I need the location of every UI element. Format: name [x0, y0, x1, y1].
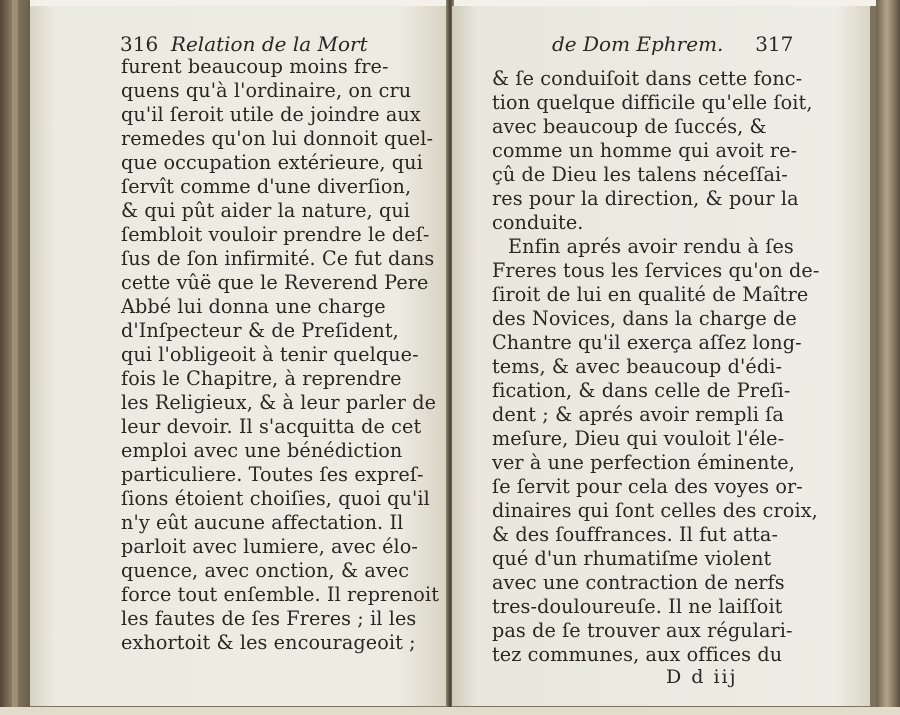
text-line: parloit avec lumiere, avec élo-	[121, 535, 419, 558]
text-line: qué d'un rhumatiſme violent	[492, 547, 772, 570]
text-line: avec une contraction de nerfs	[492, 571, 785, 594]
text-line: particuliere. Toutes ſes expreſ-	[121, 463, 424, 486]
text-line: ſervît comme d'une diverſion,	[121, 175, 412, 198]
text-line: qu'il ſeroit utile de joindre aux	[121, 103, 421, 126]
text-line: ver à une perfection éminente,	[492, 451, 795, 474]
text-line: ſembloit vouloir prendre le deſ-	[121, 223, 430, 246]
text-line: Freres tous les ſervices qu'on de-	[492, 259, 820, 282]
text-line: quens qu'à l'ordinaire, on cru	[121, 79, 412, 102]
text-line: & qui pût aider la nature, qui	[121, 199, 411, 222]
left-book-edge	[0, 0, 30, 715]
text-line: çû de Dieu les talens néceſſai-	[492, 163, 788, 186]
text-line: des Novices, dans la charge de	[492, 307, 797, 330]
right-running-title: de Dom Ephrem.	[552, 32, 724, 56]
text-line: fication, & dans celle de Preſi-	[492, 379, 791, 402]
signature-mark: D d iij	[666, 666, 738, 688]
text-line: dent ; & aprés avoir rempli ſa	[492, 403, 784, 426]
right-running-head	[552, 32, 793, 56]
text-line: Chantre qu'il exerça aſſez long-	[492, 331, 802, 354]
text-line: ſe ſervit pour cela des voyes or-	[492, 475, 803, 498]
text-line: emploi avec une bénédiction	[121, 439, 403, 462]
text-line: quence, avec onction, & avec	[121, 559, 410, 582]
text-line: dinaires qui ſont celles des croix,	[492, 499, 818, 522]
left-running-title: Relation de la Mort	[170, 32, 368, 56]
text-line: ſus de ſon infirmité. Ce fut dans	[121, 247, 435, 270]
left-page	[30, 6, 448, 706]
text-line: tems, & avec beaucoup d'édi-	[492, 355, 783, 378]
text-line: Enfin aprés avoir rendu à ſes	[508, 235, 794, 258]
text-line: tres-douloureuſe. Il ne laiſſoit	[492, 595, 783, 618]
text-line: les fautes de ſes Freres ; il les	[121, 607, 417, 630]
text-line: comme un homme qui avoit re-	[492, 139, 798, 162]
text-line: les Religieux, & à leur parler de	[121, 391, 437, 414]
text-line: furent beaucoup moins fre-	[121, 55, 389, 78]
text-line: conduite.	[492, 211, 584, 234]
text-line: cette vûë que le Reverend Pere	[121, 271, 429, 294]
right-page	[452, 6, 870, 706]
text-line: tion quelque difficile qu'elle ſoit,	[492, 91, 813, 114]
text-line: res pour la direction, & pour la	[492, 187, 799, 210]
right-page-number: 317	[755, 32, 794, 56]
text-line: d'Inſpecteur & de Preſident,	[121, 319, 399, 342]
text-line: ſiroit de lui en qualité de Maître	[492, 283, 809, 306]
text-line: Abbé lui donna une charge	[121, 295, 386, 318]
text-line: n'y eût aucune affectation. Il	[121, 511, 404, 534]
text-line: avec beaucoup de ſuccés, &	[492, 115, 767, 138]
text-line: remedes qu'on lui donnoit quel-	[121, 127, 434, 150]
text-line: qui l'obligeoit à tenir quelque-	[121, 343, 419, 366]
text-line: pas de ſe trouver aux régulari-	[492, 619, 793, 642]
left-running-head	[120, 32, 368, 56]
text-line: force tout enſemble. Il reprenoit	[121, 583, 440, 606]
scan-bottom-edge	[0, 707, 900, 715]
text-line: leur devoir. Il s'acquitta de cet	[121, 415, 422, 438]
text-line: meſure, Dieu qui vouloit l'éle-	[492, 427, 785, 450]
text-line: ſions étoient choiſies, quoi qu'il	[121, 487, 430, 510]
text-line: fois le Chapitre, à reprendre	[121, 367, 402, 390]
text-line: & des ſouffrances. Il fut atta-	[492, 523, 779, 546]
text-line: exhortoit & les encourageoit ;	[121, 631, 416, 654]
text-line: & ſe conduiſoit dans cette fonc-	[492, 67, 803, 90]
text-line: que occupation extérieure, qui	[121, 151, 423, 174]
left-page-number: 316	[120, 32, 159, 56]
right-book-edge	[876, 0, 900, 715]
text-line: tez communes, aux offices du	[492, 643, 783, 666]
